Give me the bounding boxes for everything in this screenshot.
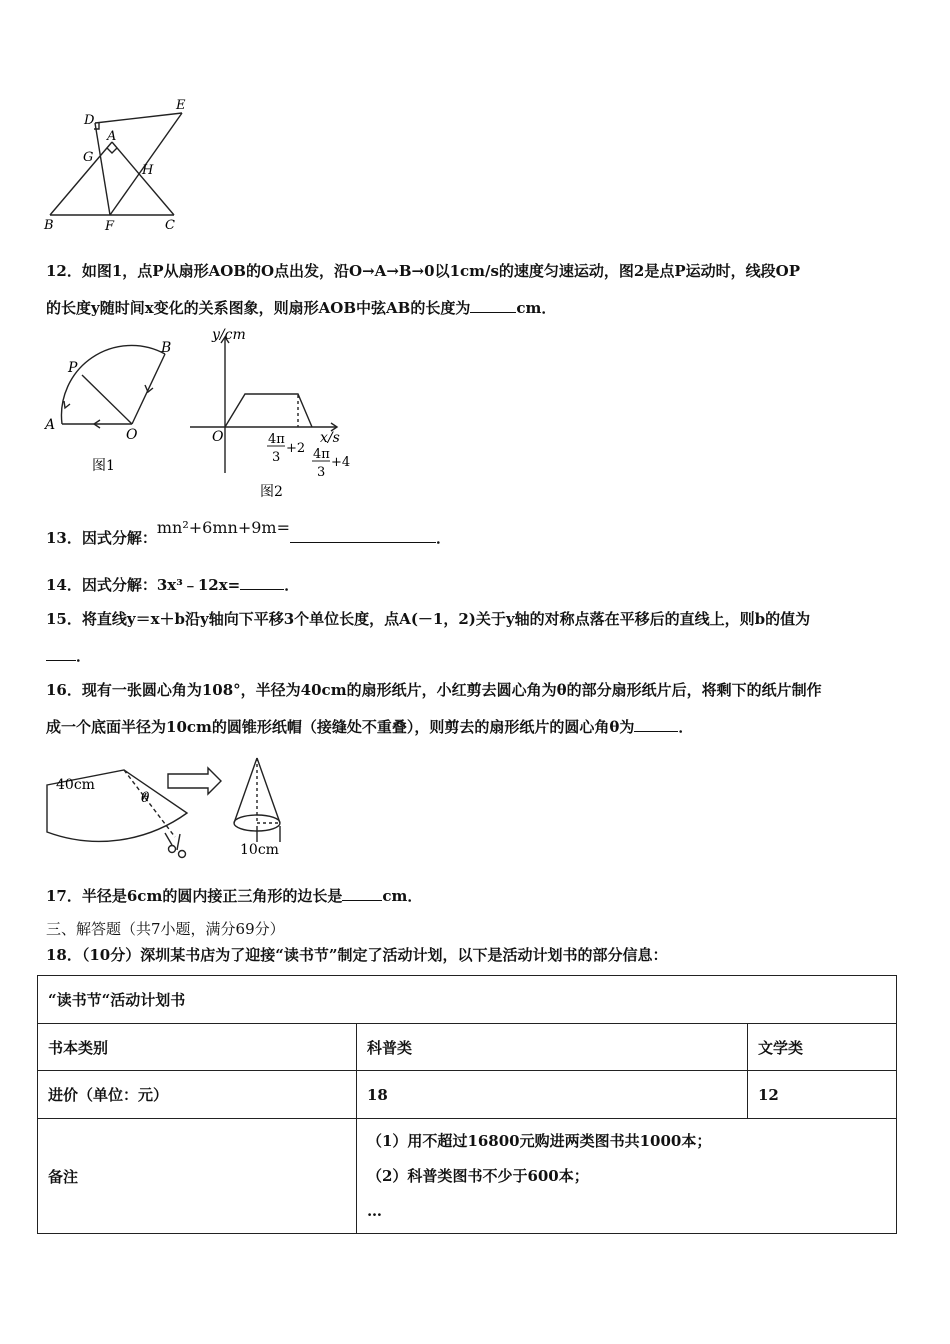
notes-label: 备注 xyxy=(38,1119,357,1234)
note-item: … xyxy=(367,1201,382,1220)
q15-line2 xyxy=(46,646,91,666)
fig2-tick1-offset: +2 xyxy=(286,441,306,456)
header-literature: 文学类 xyxy=(748,1024,897,1071)
q16-figure xyxy=(44,750,284,865)
q14 xyxy=(46,575,299,595)
activity-plan-table xyxy=(37,975,897,1234)
q15-end: ． xyxy=(76,647,92,665)
fig1-label-a: A xyxy=(45,417,56,433)
q16-answer-blank xyxy=(634,717,678,732)
header-science: 科普类 xyxy=(357,1024,748,1071)
fig11-label-f: F xyxy=(105,219,115,234)
fig11-label-b: B xyxy=(44,218,54,233)
q17-answer-blank xyxy=(342,886,382,901)
q16-theta-label: θ xyxy=(141,790,150,806)
fig2-xlabel: x/s xyxy=(320,430,340,446)
q17 xyxy=(46,886,422,906)
q12-figure1 xyxy=(40,335,190,485)
fig2-tick2-denominator: 3 xyxy=(317,465,326,480)
fig2-tick2: 4π xyxy=(313,447,330,462)
q13-expression: mn²+6mn+9m= xyxy=(156,518,290,537)
q17-text: 17．半径是6cm的圆内接正三角形的边长是 xyxy=(46,887,343,905)
q18: 18．（10分）深圳某书店为了迎接“读书节”制定了活动计划，以下是活动计划书的部分信息： xyxy=(46,946,668,964)
notes-content xyxy=(357,1119,897,1234)
q16-radius-label: 40cm xyxy=(56,777,95,793)
q13 xyxy=(46,518,452,548)
q14-answer-blank xyxy=(240,575,284,590)
fig11-label-g: G xyxy=(83,150,94,165)
q12-answer-blank xyxy=(470,298,516,313)
note-item: （2）科普类图书不少于600本； xyxy=(367,1166,589,1185)
fig11-label-d: D xyxy=(84,113,95,128)
fig11-label-e: E xyxy=(176,98,186,113)
q12-line2-text: 的长度y随时间x变化的关系图象，则扇形AOB中弦AB的长度为 xyxy=(46,299,471,317)
fig1-label-p: P xyxy=(68,360,78,376)
q12-figure2 xyxy=(185,325,360,503)
q16-line1: 16．现有一张圆心角为108°，半径为40cm的扇形纸片，小红剪去圆心角为θ的部分扇形纸片后，将剩下的纸片制作 xyxy=(46,681,822,699)
fig2-tick1: 4π xyxy=(268,432,285,447)
q13-end: ． xyxy=(436,529,452,547)
q14-end: ． xyxy=(284,576,300,594)
q16-end: ． xyxy=(678,718,694,736)
q15-answer-blank xyxy=(46,646,76,661)
fig11-label-c: C xyxy=(165,218,175,233)
table-title: “读书节“活动计划书 xyxy=(38,976,897,1024)
table-header-row xyxy=(38,1024,897,1071)
q16-line2-text: 成一个底面半径为10cm的圆锥形纸帽（接缝处不重叠），则剪去的扇形纸片的圆心角θ为 xyxy=(46,718,635,736)
table-price-row xyxy=(38,1071,897,1119)
q11-figure xyxy=(40,95,200,235)
fig2-tick2-offset: +4 xyxy=(331,455,351,470)
q15-line1: 15．将直线y＝x＋b沿y轴向下平移3个单位长度，点A(－1，2)关于y轴的对称点落在平移后的直线上，则b的值为 xyxy=(46,610,811,628)
fig1-caption: 图1 xyxy=(92,458,115,474)
fig2-tick1-denominator: 3 xyxy=(272,450,281,465)
q12-line1: 12．如图1，点P从扇形AOB的O点出发，沿O→A→B→0以1cm/s的速度匀速运动，图2是点P运动时，线段OP xyxy=(46,262,800,280)
q14-prefix: 14．因式分解：3x³﹣12x= xyxy=(46,576,241,594)
price-literature: 12 xyxy=(748,1071,897,1119)
fig2-ylabel: y/cm xyxy=(212,327,246,343)
note-item: （1）用不超过16800元购进两类图书共1000本； xyxy=(367,1131,712,1150)
q12-line2 xyxy=(46,298,556,318)
fig1-label-b: B xyxy=(161,340,172,356)
table-title-row xyxy=(38,976,897,1024)
price-science: 18 xyxy=(357,1071,748,1119)
header-category: 书本类别 xyxy=(38,1024,357,1071)
table-notes-row xyxy=(38,1119,897,1234)
fig11-label-h: H xyxy=(142,163,154,178)
fig11-label-a: A xyxy=(107,129,117,144)
q12-unit: cm． xyxy=(516,299,557,317)
fig2-caption: 图2 xyxy=(260,484,283,500)
fig1-label-o: O xyxy=(126,427,138,443)
q17-unit: cm． xyxy=(382,887,423,905)
fig2-origin: O xyxy=(212,429,224,445)
q16-line2 xyxy=(46,717,693,737)
q13-prefix: 13．因式分解： xyxy=(46,529,157,547)
section3-heading: 三、解答题（共7小题，满分69分） xyxy=(46,920,285,938)
q16-base-label: 10cm xyxy=(240,842,279,858)
price-label: 进价（单位：元） xyxy=(38,1071,357,1119)
q13-answer-blank xyxy=(290,528,436,543)
